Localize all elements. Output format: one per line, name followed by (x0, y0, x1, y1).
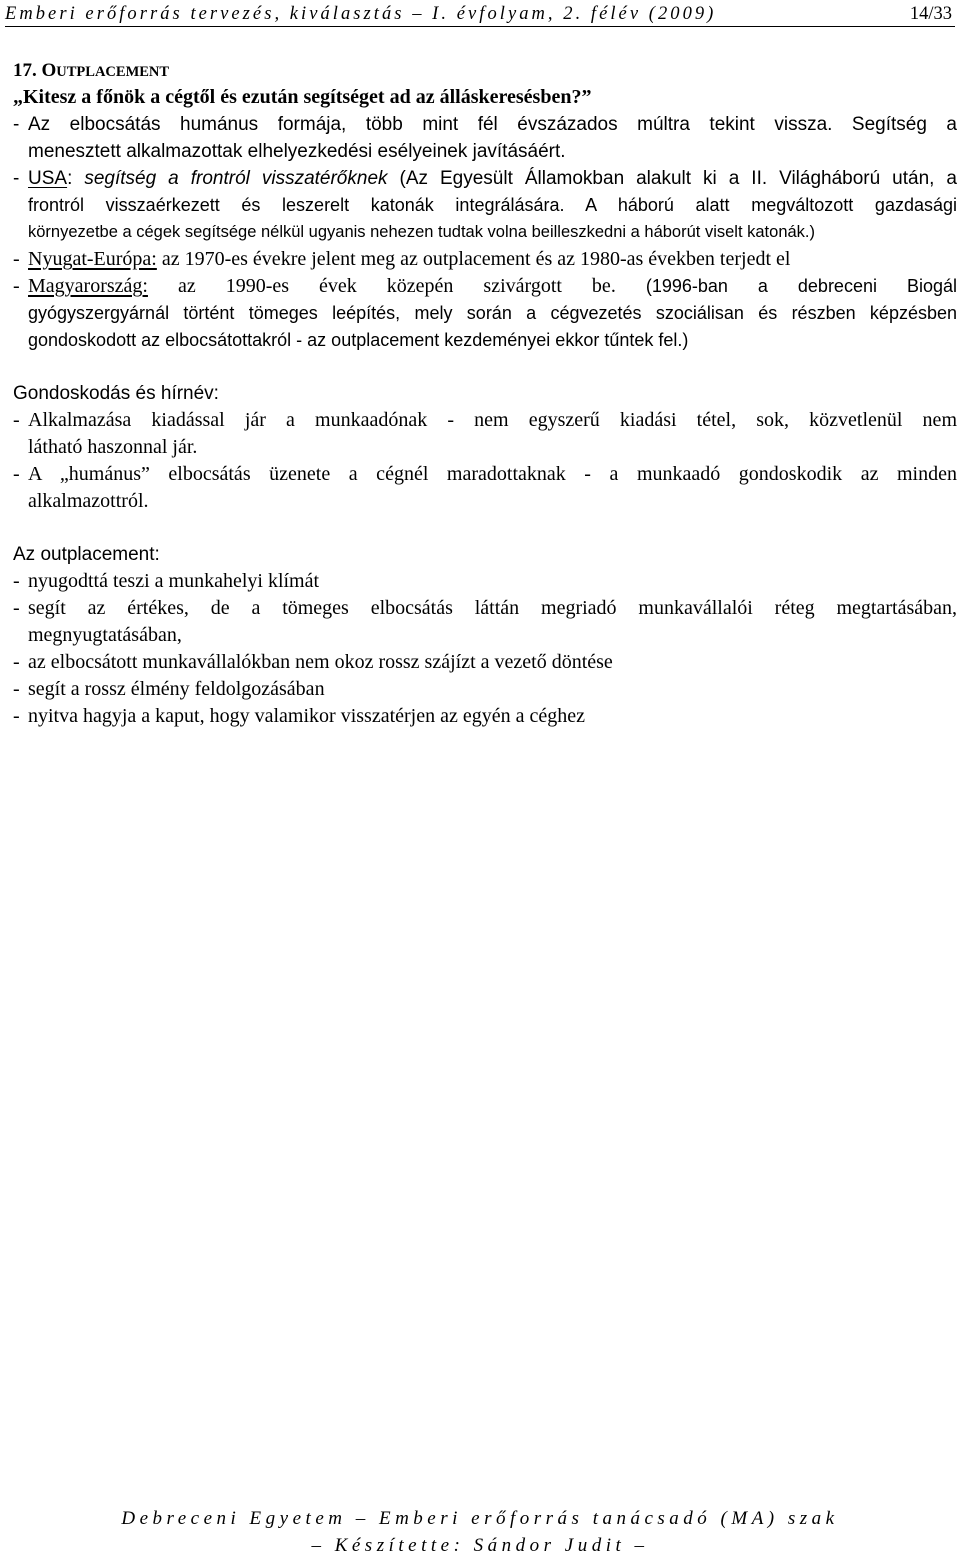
header-title: Emberi erőforrás tervezés, kiválasztás – I. évfolyam, 2. félév (2009) (5, 4, 717, 24)
care-item-1-line-2: látható haszonnal jár. (28, 436, 198, 458)
section-heading-outplacement: Az outplacement: (13, 544, 160, 565)
west-europe-label: Nyugat-Európa: (28, 248, 157, 270)
outplacement-item-5: - nyitva hagyja a kaput, hogy valamikor visszatérjen az egyén a céghez (13, 705, 585, 727)
hungary-line-3: gondoskodott az elbocsátottakról - az outplacement kezdeményei ekkor tűntek fel.) (28, 330, 689, 350)
care-item-2-line-2: alkalmazottról. (28, 490, 149, 512)
page-number: 14/33 (909, 4, 952, 24)
usa-item: - USA: segítség a frontról visszatérőknek (Az Egyesült Államokban alakult ki a II. Világháború után, a (13, 168, 957, 189)
west-europe-item: - Nyugat-Európa: az 1970-es évekre jelent meg az outplacement és az 1980-as években terjedt el (13, 248, 791, 270)
section-heading-care: Gondoskodás és hírnév: (13, 383, 219, 404)
intro-line-2: menesztett alkalmazottak elhelyezkedési esélyeinek javításáért. (28, 141, 566, 162)
hungary-item: - Magyarország: az 1990-es évek közepén szivárgott be. (1996-ban a debreceni Biogál (13, 275, 958, 297)
outplacement-item-1: - nyugodttá teszi a munkahelyi klímát (13, 570, 320, 592)
outplacement-item-2: - segít az értékes, de a tömeges elbocsátás láttán megriadó munkavállalói réteg megtartásában, (13, 597, 957, 619)
care-item-2: - A „humánus” elbocsátás üzenete a cégnél maradottaknak - a munkaadó gondoskodik az minden (13, 463, 957, 485)
intro-line-1: Az elbocsátás humánus formája, több mint fél évszázados múltra tekint vissza. Segítség a (28, 114, 957, 135)
hungary-label: Magyarország: (28, 275, 148, 297)
intro-item: - Az elbocsátás humánus formája, több mint fél évszázados múltra tekint vissza. Segítség a (13, 111, 957, 138)
usa-label: USA (28, 168, 68, 189)
running-header (5, 4, 955, 27)
chapter-question: „Kitesz a főnök a cégtől és ezután segítséget ad az álláskeresésben?” (13, 86, 592, 108)
page-body (13, 57, 957, 730)
footer-line-2: – Készítette: Sándor Judit – (311, 1535, 649, 1556)
hungary-line-2: gyógyszergyárnál történt tömeges leépítés, mely során a cégvezetés szociálisan és részben képzésben (28, 303, 957, 323)
outplacement-item-3: - az elbocsátott munkavállalókban nem okoz rossz szájízt a vezető döntése (13, 651, 613, 673)
outplacement-item-2-line-2: megnyugtatásában, (28, 624, 182, 646)
footer-line-1: Debreceni Egyetem – Emberi erőforrás tanácsadó (MA) szak (121, 1508, 839, 1529)
chapter-title: 17. OUTPLACEMENT (13, 60, 170, 81)
usa-line-3: környezetbe a cégek segítsége nélkül ugyanis nehezen tudtak volna beilleszkedni a háborút viselt katonák.) (28, 223, 815, 241)
outplacement-item-4: - segít a rossz élmény feldolgozásában (13, 678, 325, 700)
usa-line-2: frontról visszaérkezett és leszerelt katonák integrálására. A háború alatt megváltozott gazdasági (28, 195, 957, 215)
usa-italic-text: segítség a frontról visszatérőknek (84, 168, 388, 189)
care-item-1: - Alkalmazása kiadással jár a munkaadónak - nem egyszerű kiadási tétel, sok, közvetlenül nem (13, 409, 957, 431)
